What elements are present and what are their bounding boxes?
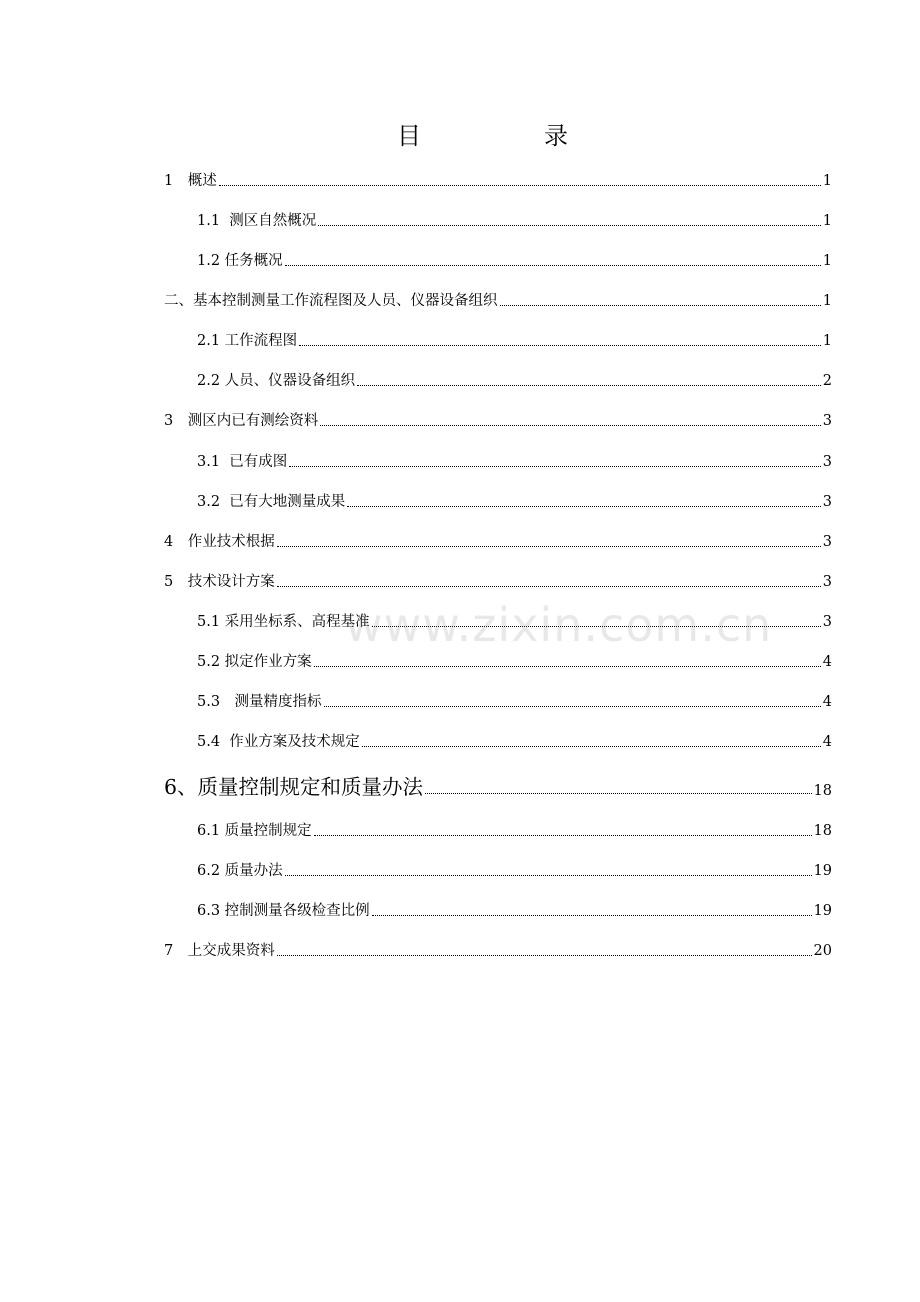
toc-entry-label: 1.1 测区自然概况 — [197, 213, 317, 229]
toc-entry-page: 4 — [822, 654, 832, 670]
toc-entry-1-1[interactable] — [197, 210, 832, 232]
toc-dot-leader — [500, 305, 821, 306]
toc-entry-page: 19 — [813, 903, 832, 919]
toc-dot-leader — [285, 265, 821, 266]
toc-entry-label: 5.3 测量精度指标 — [197, 694, 322, 710]
toc-dot-leader — [362, 746, 821, 747]
toc-entry-page: 3 — [822, 494, 832, 510]
toc-entry-label: 4 作业技术根据 — [164, 534, 275, 550]
toc-entry-page: 3 — [822, 413, 832, 429]
toc-dot-leader — [318, 225, 820, 226]
toc-entry-5-3[interactable] — [197, 691, 832, 713]
toc-entry-page: 3 — [822, 614, 832, 630]
toc-dot-leader — [299, 345, 821, 346]
toc-dot-leader — [324, 706, 821, 707]
toc-entry-label: 2.1 工作流程图 — [197, 333, 298, 349]
toc-entry-5-1[interactable] — [197, 611, 832, 633]
toc-entry-label: 5.1 采用坐标系、高程基准 — [197, 614, 370, 630]
toc-entry-label: 6.3 控制测量各级检查比例 — [197, 903, 370, 919]
toc-entry-2-1[interactable] — [197, 330, 832, 352]
toc-title-char-2: 录 — [544, 122, 568, 150]
toc-entry-label: 3.1 已有成图 — [197, 454, 288, 470]
toc-dot-leader — [347, 506, 820, 507]
toc-entry-page: 2 — [822, 373, 832, 389]
toc-entry-7[interactable] — [164, 940, 832, 962]
toc-title — [0, 118, 920, 154]
toc-entry-5-2[interactable] — [197, 651, 832, 673]
toc-entry-label: 3.2 已有大地测量成果 — [197, 494, 346, 510]
toc-entry-5[interactable] — [164, 571, 832, 593]
toc-entry-3-2[interactable] — [197, 491, 832, 513]
toc-dot-leader — [314, 835, 812, 836]
toc-entry-4[interactable] — [164, 531, 832, 553]
toc-entry-page: 1 — [822, 173, 832, 189]
toc-entry-page: 3 — [822, 574, 832, 590]
toc-entry-2-2[interactable] — [197, 370, 832, 392]
toc-entry-label: 5.4 作业方案及技术规定 — [197, 734, 360, 750]
toc-dot-leader — [277, 546, 821, 547]
toc-dot-leader — [289, 466, 820, 467]
toc-dot-leader — [425, 793, 812, 794]
toc-entry-page: 1 — [822, 333, 832, 349]
toc-entry-page: 4 — [822, 694, 832, 710]
toc-entry-page: 4 — [822, 734, 832, 750]
toc-title-char-1: 目 — [397, 122, 421, 150]
toc-entry-page: 18 — [813, 783, 832, 799]
toc-entry-6-2[interactable] — [197, 860, 832, 882]
toc-entry-label: 6.2 质量办法 — [197, 863, 283, 879]
toc-entry-3[interactable] — [164, 410, 832, 432]
toc-entry-label: 二、基本控制测量工作流程图及人员、仪器设备组织 — [164, 293, 498, 309]
toc-entry-label: 7 上交成果资料 — [164, 943, 275, 959]
toc-dot-leader — [219, 185, 821, 186]
toc-entry-1-2[interactable] — [197, 250, 832, 272]
toc-dot-leader — [372, 915, 812, 916]
toc-entry-label: 2.2 人员、仪器设备组织 — [197, 373, 356, 389]
toc-entry-page: 3 — [822, 534, 832, 550]
toc-dot-leader — [277, 586, 821, 587]
toc-entry-1[interactable] — [164, 170, 832, 192]
toc-entry-6-3[interactable] — [197, 900, 832, 922]
toc-entry-label: 3 测区内已有测绘资料 — [164, 413, 319, 429]
toc-entry-5-4[interactable] — [197, 731, 832, 753]
toc-entry-page: 1 — [822, 213, 832, 229]
toc-entry-label: 5.2 拟定作业方案 — [197, 654, 312, 670]
toc-entry-label: 6、质量控制规定和质量办法 — [164, 775, 424, 799]
toc-entry-label: 1.2 任务概况 — [197, 253, 283, 269]
toc-entry-page: 1 — [822, 293, 832, 309]
toc-dot-leader — [320, 425, 821, 426]
watermark-text: www.zixin.com.cn — [345, 598, 773, 652]
toc-entry-page: 19 — [813, 863, 832, 879]
toc-entry-page: 20 — [813, 943, 832, 959]
toc-entry-6[interactable] — [164, 772, 832, 802]
toc-entry-6-1[interactable] — [197, 820, 832, 842]
toc-dot-leader — [372, 626, 821, 627]
toc-entry-page: 3 — [822, 454, 832, 470]
toc-entry-label: 5 技术设计方案 — [164, 574, 275, 590]
toc-dot-leader — [357, 385, 821, 386]
toc-dot-leader — [277, 955, 812, 956]
toc-entry-label: 6.1 质量控制规定 — [197, 823, 312, 839]
toc-dot-leader — [285, 875, 812, 876]
toc-entry-2[interactable] — [164, 290, 832, 312]
toc-entry-page: 1 — [822, 253, 832, 269]
toc-entry-page: 18 — [813, 823, 832, 839]
toc-entry-3-1[interactable] — [197, 451, 832, 473]
toc-dot-leader — [314, 666, 821, 667]
toc-entry-label: 1 概述 — [164, 173, 217, 189]
